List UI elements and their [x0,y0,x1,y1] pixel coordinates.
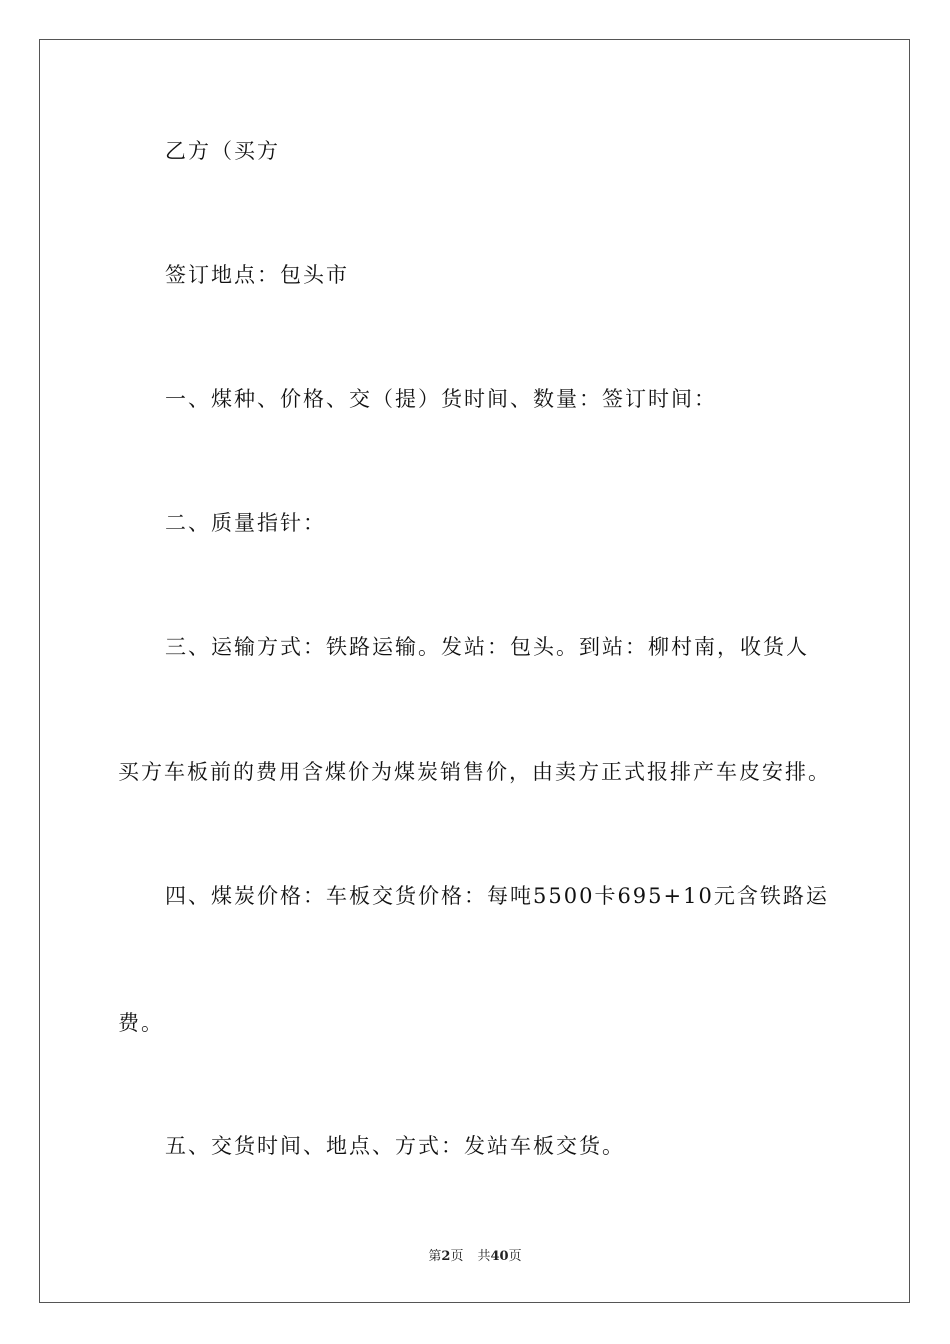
clause-two: 二、质量指针： [165,511,326,535]
total-suffix: 页 [508,1249,522,1264]
page-number: 2 [441,1249,451,1264]
page-suffix: 页 [450,1249,464,1264]
page-prefix: 第 [428,1249,442,1264]
page-border [39,39,910,1303]
page-footer [0,1248,950,1266]
clause-three-continuation: 买方车板前的费用含煤价为煤炭销售价，由卖方正式报排产车皮安排。 [118,760,831,784]
total-pages: 40 [490,1249,509,1264]
clause-one: 一、煤种、价格、交（提）货时间、数量：签订时间： [165,387,717,411]
total-prefix: 共 [477,1249,491,1264]
clause-five: 五、交货时间、地点、方式：发站车板交货。 [165,1134,625,1158]
party-b-line: 乙方（买方 [165,139,280,163]
clause-four: 四、煤炭价格：车板交货价格：每吨5500卡695+10元含铁路运 [165,884,829,908]
clause-three: 三、运输方式：铁路运输。发站：包头。到站：柳村南，收货人 [165,635,809,659]
clause-four-continuation: 费。 [118,1011,164,1035]
signing-place-line: 签订地点：包头市 [165,263,349,287]
